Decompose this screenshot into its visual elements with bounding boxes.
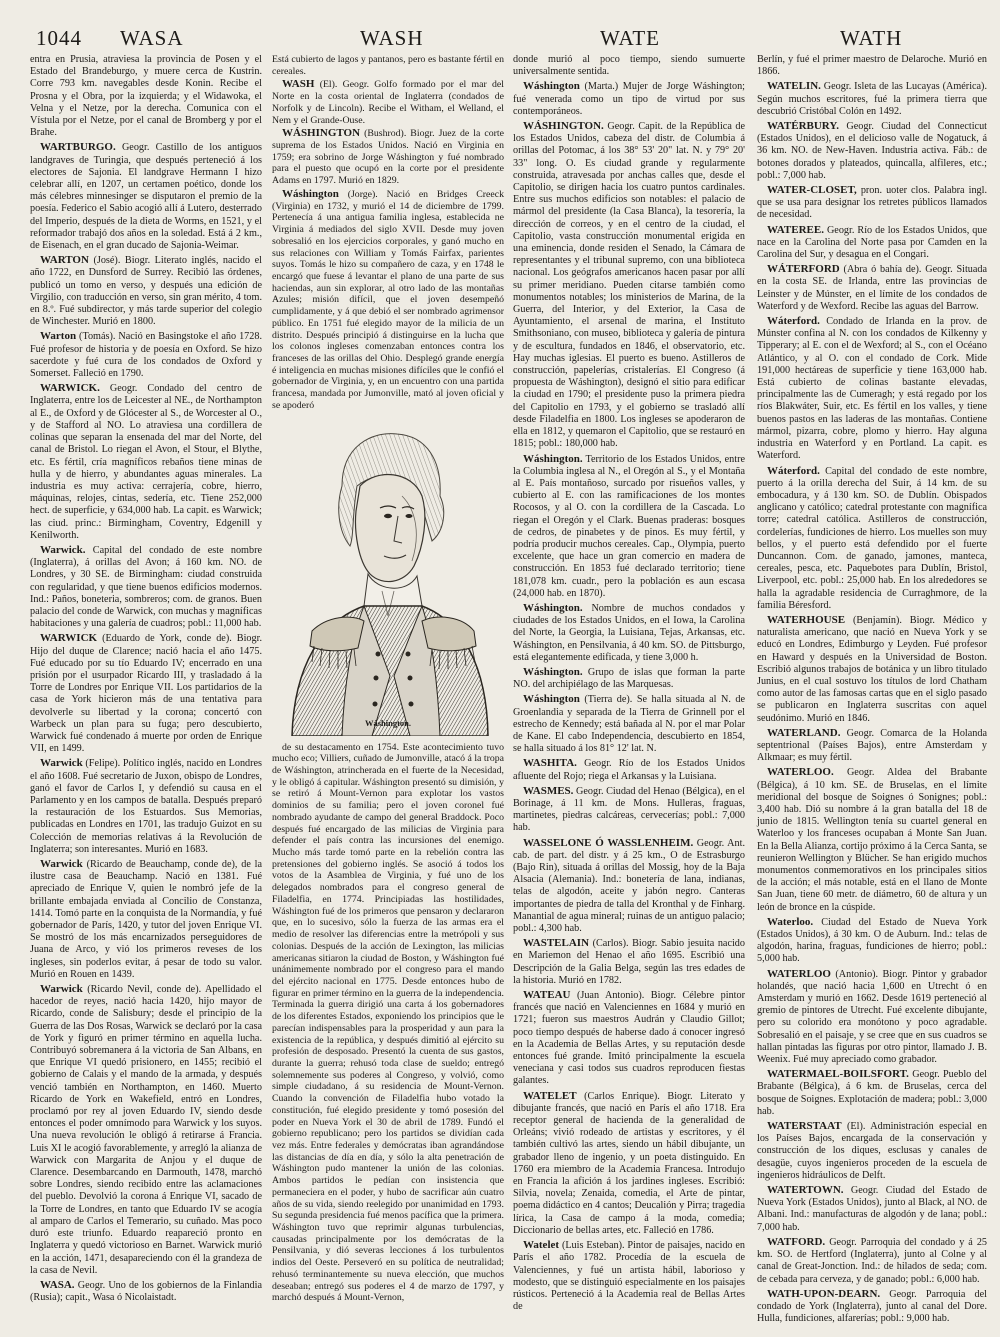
dictionary-entry [30, 330, 262, 380]
entry-text: Geogr. Río de los Estados Unidos, que nace en la Carolina del Norte pasa por Camden en la Carolina del Sur, y desagua en el Congari. [757, 224, 987, 261]
dictionary-entry [757, 727, 987, 765]
text-column-3 [513, 54, 745, 1315]
dictionary-entry [757, 263, 987, 313]
entry-text: (Tomás). Nació en Basingstoke el año 1728. Fué profesor de historia y de poesía en Oxford. Se hizo sacerdote y fué cura de los condados de Oxford y Somerset. Falleció en 1790. [30, 331, 262, 380]
entry-text: Territorio de los Estados Unidos, entre la Columbia inglesa al N., el Oregón al S., y el Montaña al E. País montañoso, surcado por risueños valles, y cubierto al E. con las ramificaciones de los montes Rocosos, y al O. con la cordillera de la Cascada. Lo riegan el Oregón y el Clark. Buenas praderas: bosques de cedros, de pinabetes y de pinos. Es muy fértil, y podría producir muchos cereales. Cap., Olympia, puerto excelente, que hace un gran comercio en madera de construcción. En 1853 fué declarado territorio; tiene 181,078 km. cuadr., pero la población es aun escasa (24,000 hab. en 1870). [513, 453, 745, 599]
dictionary-entry [513, 80, 745, 118]
entry-headword: WASH [282, 78, 315, 91]
dictionary-entry [757, 465, 987, 612]
entry-text: Ciudad del Estado de Nueva York (Estados Unidos), á 30 km. O de Auburn. Ind.: telas de algodón, harina, fraguas, fundiciones de hierro; pobl.: 5,000 hab. [757, 916, 988, 965]
entry-headword: WATERMAEL-BOILSFORT. [767, 1068, 909, 1081]
entry-headword: WATH-UPON-DEARN. [767, 1287, 881, 1300]
entry-headword: WÁTERFORD [767, 263, 840, 276]
entry-headword: Watelet [523, 1239, 560, 1252]
entry-headword: WATERLAND. [767, 726, 841, 739]
dictionary-entry [513, 693, 745, 755]
entry-text: Geogr. Ciudad del Estado de Nueva York (Estados Unidos), junto al Black, al NO. de Albani. Ind.: manufacturas de algodón y de lana; pobl.: 7,000 hab. [757, 1185, 987, 1233]
entry-text: de su destacamento en 1754. Este acontecimiento tuvo mucho eco; Villiers, cuñado de Jumonville, atacó á la tropa de Wáshington, atrincherada en el fuerte de la Necesidad, y le obligó á capitular. Wáshington presentó su dimisión, y se retiró á Mount-Vernon para explotar los vastos dominios de su familia; pero el joven coronel fué nombrado ayudante de campo del general Braddock. Poco después fué encargado de las milicias de Virginia para defender el país contra las incursiones del enemigo. Mucho más tarde tomó parte en la rebelión contra las pretensiones del gobierno inglés. Se asoció á todos los votos de la Asamblea de Virginia, y fué uno de los delegados nombrados para el congreso general de Filadelfia, en 1774. Principiadas las hostilidades, Wáshington fué de los primeros que pensaron y declararon que, en lo sucesivo, sólo la fuerza de las armas era el medio de resolver las diferencias entre la metrópoli y sus colonias. Después de la acción de Lexington, las milicias americanas sitiaron la ciudad de Boston, y Wáshington fué unánimemente nombrado por el congreso para el mando del ejército nacional en 1775. Desde entonces hubo de figurar en primer término en la guerra de la independencia. Terminada la guerra dirigió una carta á los gobernadores de los diferentes Estados, exponiendo los principios que le parecían indispensables para la prosperidad y aun para la existencia de la república, y después dimitió al ejército su profesión de desposado. Presentó la cuenta de sus gastos, durante la guerra; rehusó toda clase de sueldo; entregó solemnemente sus poderes al Congreso, y volvió, como simple ciudadano, á su residencia de Mount-Vernon. Cuando la convención de Filadelfia hubo votado la constitución, fué elegido presidente y tomó posesión del poder en Nueva York el 30 de abril de 1789. Fundó el gobierno republicano; pero los partidos se dividían cada vez más. Entre federales y demócratas iban agrandándose las distancias de día en día, y sólo la alta penetración de Wáshington pudo mantener la unión de las colonias. Ambos partidos le pedían con insistencia que permaneciera en el poder, y hubo de sacrificar aún cuatro años de su vida, siendo reelegido por unanimidad en 1793. Su segunda presidencia fué menos pacífica que la primera. Wáshington tuvo que reprimir algunas turbulencias, causadas principalmente por los demócratas de la Pensilvania, y dió severas lecciones á los turbulentos indios del Oeste. Perseveró en su política de neutralidad; rehusó terminantemente su nueva elección, que muchos deseaban; entregó sus poderes el 4 de marzo de 1797, y marchó después á Mount-Vernon, [272, 741, 504, 1304]
entry-text: (Carlos). Biogr. Sabio jesuita nacido en Mariemon del Henao el año 1695. Escribió una Descripción de la Galia Belga, según las tres edades de la historia. Murió en 1782. [513, 938, 745, 986]
entry-headword: WARTBURGO. [40, 141, 116, 154]
running-headword: WATH [840, 26, 903, 50]
entry-headword: WASTELAIN [523, 937, 590, 950]
entry-headword: WATEAU [523, 989, 571, 1002]
dictionary-entry [513, 602, 745, 664]
dictionary-entry [30, 54, 262, 139]
entry-headword: Warwick [40, 757, 83, 770]
dictionary-entry [30, 254, 262, 328]
text-column-4 [757, 54, 987, 1327]
entry-headword: WATFORD. [767, 1235, 826, 1248]
running-headword: WASA [120, 26, 184, 50]
entry-text: Geogr. Ant. cab. de part. del distr. y á 25 km., O de Estrasburgo (Bajo Rin), situada á orillas del Mossig, hoy de la Baja Alsacia (Alemania). Ind.: bonetería de lana, indianas, telas de algodón, aceite y jabón negro. Canteras importantes de piedra de talla del Kronthal y de Finharg. Manantial de agua mineral; ruinas de un antiguo palacio; pobl.: 4,300 hab. [513, 837, 745, 935]
entry-text: Grupo de islas que forman la parte NO. del archipiélago de las Marquesas. [513, 666, 745, 691]
entry-headword: WATEREE. [767, 223, 824, 236]
dictionary-entry [513, 1090, 745, 1237]
entry-text: Geogr. Uno de los gobiernos de la Finlandia (Rusia); capit., Wasa ó Nicolaistadt. [30, 1279, 262, 1304]
running-headword: WATE [600, 26, 660, 50]
entry-text: Geogr. Condado del centro de Inglaterra, entre los de Leicester al NE., de Northampton al E., de Oxford y de Glócester al S., de Worcester al O., y de Stafford al NO. Lo atraviesa una cordillera de colinas que separan la ensenada del mar del Norte, del canal de Bristol. Lo riegan el Avon, el Stour, el Blythe, etc. Es fértil, cría magníficos rebaños tiene minas de hulla y de hierro, y abundantes aguas minerales. La industria es muy activa: cerrajería, cobre, hierro, máquinas, relojes, cintas, sedería, etc. Tiene 252,000 hect. de superficie, y 634,000 hab. La capit. es Warwick; las ciud. princ.: Birmingham, Coventry, Edgenill y Kenilworth. [30, 383, 262, 541]
entry-text: Geogr. Ciudad del Henao (Bélgica), en el Borinage, á 11 km. de Mons. Hulleras, fraguas, martinetes, piedras calcáreas, cervecerías; pobl.: 7,000 hab. [513, 785, 745, 834]
entry-text: Geogr. Capit. de la República de los Estados Unidos, cabeza del distr. de Columbia á orillas del Potomac, á los 38° 53' 20" lat. N. y 79° 20' 33" long. O. Es ciudad grande y regularmente construida, atravesada por anchas calles que, desde el Capitolio, se dirigen hacia los cuatro puntos cardinales. Entre sus muchos edificios son notables: el palacio de mármol del presidente (la Casa Blanca), la tesorería, la dirección de correos, y en el centro de la ciudad, el Capitolio, vasta construcción monumental erigida en una eminencia, donde residen el Senado, la Cámara de representantes y el tribunal supremo, con una biblioteca nacional. Los geógrafos americanos hacen pasar por allí su primer meridiano. Pueden citarse también como monumentos notables; los ministerios de Marina, de la Guerra, del Interior, y del Exterior, la Casa de Ayuntamiento, el arsenal de marina, el Instituto Smithsoniano, con museo, biblioteca y galería de pintura y de escultura, fundados en 1846, el observatorio, etc. Hay muchas iglesias. El puerto es bueno. Astilleros de construcción, papelerías, cristalerías. El Congreso (á propuesta de Wáshington), designó el sitio para edificar la ciudad en 1790; el presidente puso la primera piedra del Capitolio en 1793, y el gobierno se trasladó allí desde Filadelfia en 1800. Los ingleses se apoderaron de ella en 1812, y quemaron el Capitolio, que se restauró en 1815; pobl.: 180,000 hab. [513, 121, 745, 450]
entry-headword: Waterloo. [767, 915, 814, 928]
entry-headword: WATERLOO. [767, 766, 834, 779]
entry-headword: Wáterford. [767, 464, 820, 477]
entry-text: (Bushrod). Biogr. Juez de la corte suprema de los Estados Unidos. Nació en Virginia en 1759; era sobrino de Jorge Wáshington y fué nombrado para el puesto que ocupó en la corte por el presidente Adams en 1797. Murió en 1829. [272, 128, 505, 187]
dictionary-entry [513, 785, 745, 835]
entry-text: (Jorge). Nació en Bridges Creeck (Virginia) en 1732, y murió el 14 de diciembre de 1799. Pertenecía á una antigua familia inglesa, establecida ne Virginia á mediados del siglo XVII. Desde muy joven sobresalió en los ejercicios corporales, y ganó mucho en sus relaciones con William y Tomás Fairfax, parientes suyos. Tomás le hizo su compañero de caza, y en 1748 le encargó que fuese á levantar el plano de una parte de sus haciendas, aun sin explorar, al otro lado de las montañas Azules; misión difícil, que el joven desempeñó cumplidamente, y á que debió el ser nombrado agrimensor público. En 1751 fué elegido mayor de la milicia de un distrito. Después principió á distinguirse en la lucha que los colonos ingleses comenzaban entonces contra los franceses de las orillas del Ohio. Desplegó grande energía é inteligencia en muchas misiones difíciles que le confió el gobernador de Virginia, y, en un encuentro con una partida francesa, mandada por Jumonville, mató al joven oficial y se apoderó [272, 188, 505, 411]
entry-text: Está cubierto de lagos y pantanos, pero es bastante fértil en cereales. [272, 54, 504, 77]
entry-headword: Warwick. [40, 543, 86, 556]
entry-headword: WÁSHINGTON [282, 127, 361, 140]
entry-text: Capital del condado de este nombre, puerto á la orilla derecha del Suir, á 14 km. de su embocadura, y á 130 km. SO. de Dublín. Obispados anglicano y católico; catedral protestante con magnífica torre; catedral católica. Astilleros de construcción, cordelerías, fundiciones de hierro. Los muelles son muy bellos, y el puerto está defendido por el fuerte Duncannon. Com. de ganado, jamones, manteca, cereales, pesca, etc. Paquebotes para Dublín, Bristol, Liverpool, etc. pobl.: 25,000 hab. En los alrededores se halla la agradable residencia de Curraghmore, de la familia Béresford. [757, 465, 987, 611]
dictionary-entry [30, 382, 262, 542]
entry-text: (Benjamín). Biogr. Médico y naturalista americano, que nació en Nueva York y se educó en Londres, Edimburgo y Leyden. Fué profesor en Haward y después en la Universidad de Boston. Escribió algunos trabajos de botánica y un libro titulado Junius, en el cual sostuvo los títulos de lord Chatham como autor de las famosas cartas que en el siglo pasado se publicaron en Inglaterra suscritas con aquel seudónimo. Murió en 1846. [757, 614, 987, 724]
dictionary-entry [757, 1120, 987, 1182]
entry-headword: WATERSTAAT [767, 1120, 842, 1133]
entry-text: (El). Administración especial en los Países Bajos, encargada de la conservación y construcción de los diques, esclusas y canales de desagüe, cuyos ingenieros proceden de la escuela de ingenieros hidráulicos de Delft. [757, 1121, 988, 1181]
dictionary-entry [513, 666, 745, 691]
dictionary-entry [513, 120, 745, 450]
running-headword: WASH [360, 26, 424, 50]
portrait-caption: Wáshington. [364, 717, 412, 728]
entry-text: (José). Biogr. Literato inglés, nacido el año 1722, en Dunsford de Surrey. Recibió las órdenes, publicó un tomo en verso, y después una edición de Virgilio, con traducción en verso, sin gran mérito, 4 tom. en 8.º. Fué subdirector, y más tarde superior del colegio de Winchester. Murió en 1800. [30, 255, 262, 328]
entry-text: Condado de Irlanda en la prov. de Múnster confina al N. con los condados de Kilkenny y Tipperary; al E. con el de Wexford; al S., con el Océano Atlántico, y al O. con el condado de Cork. Mide 191,000 hectáreas de superficie y tiene 163,000 hab. Está cubierto de colinas bastante elevadas, principalmente las de Cumeragh; y está regado por los ríos Blakwáter, Suir, etc. Es fértil en los valles, y tiene buenos pastos en las laderas de las montañas. Contiene mármol, pizarra, cobre, plomo y hierro. Hay alguna industria en Waterford y en Portland. La capit. es Waterford. [757, 316, 988, 462]
entry-text: Geogr. Río de los Estados Unidos afluente del Rojo; riega el Arkansas y la Luisiana. [513, 758, 745, 782]
entry-headword: Warwick [40, 983, 83, 996]
entry-text: (El). Geogr. Golfo formado por el mar del Norte en la costa oriental de Inglaterra (condados de Norfolk y de Lincoln). Recibe el Witham, el Welland, el Nem y el Grande-Ouse. [272, 79, 505, 126]
entry-text: Berlín, y fué el primer maestro de Delaroche. Murió en 1866. [757, 54, 987, 78]
dictionary-entry [757, 184, 987, 222]
entry-text: (Eduardo de York, conde de). Biogr. Hijo del duque de Clarence; nació hacia el año 1475. Fué educado por su tío Eduardo IV; encerrado en una prisión por el usurpador Ricardo III, y trasladado á la Torre de Londres por Enrique VII. Los partidarios de la casa de York hicieron más de una tentativa para devolverle su libertad y la corona; concertó con Warbeck un plan para su fuga; pero descubierto, Warwick fué condenado á muerte por orden de Enrique VII, en 1499. [30, 633, 262, 755]
entry-text: (Juan Antonio). Biogr. Célebre pintor francés que nació en Valenciennes en 1684 y murió en 1721; fueron sus maestros Audrán y Claudio Gillot; poco tiempo después de haberse dado á conocer ingresó en la Academia de Bellas Artes, y su reputación desde entonces fué grande. Imitó principalmente la escuela veneciana y casi todos sus cuadros reproducen fiestas galantes. [513, 990, 745, 1087]
dictionary-entry [513, 837, 745, 936]
entry-text: Geogr. Parroquia del condado y á 25 km. SO. de Hertford (Inglaterra), junto al Colne y al canal de Great-Jonction. Ind.: de hilados de seda; com. de cebada para cerveza, y de ganado; pobl.: 6,000 hab. [757, 1236, 988, 1285]
dictionary-entry [272, 742, 504, 1305]
dictionary-entry [30, 757, 262, 856]
entry-headword: Wáshington. [523, 601, 583, 614]
entry-text: donde murió al poco tiempo, siendo sumuerte universalmente sentida. [513, 54, 745, 78]
text-column-2 [272, 54, 504, 1306]
entry-headword: WATELET [523, 1089, 577, 1102]
entry-text: (Tierra de). Se halla situada al N. de Groenlandia y separada de la Tierra de Grinnell por el estrecho de Kennedy; está bañada al N. por el mar Polar de Kane. El cabo Independencia, descubierto en 1854, se halla situado á los 81° 12' lat. N. [513, 694, 746, 755]
dictionary-entry [513, 54, 745, 78]
dictionary-entry [757, 916, 987, 966]
washington-portrait-engraving [272, 416, 504, 736]
entry-text: Geogr. Aldea del Brabante (Bélgica), á 10 km. SE. de Bruselas, en el límite meridional del bosque de Soignes ó Sonignes; pobl.: 3,400 hab. Dió su nombre á la gran batalla del 18 de junio de 1815. Wellington tenía su cuartel general en Waterloo y los franceses ocupaban á Monte San Juan. En la Bella Alianza, cortijo próximo á la Cerca Santa, se reunieron Wellington y Blücher. Se han erigido muchos monumentos conmemorativos en los principales sitios de la acción; el más notable, está en el llano de Monte San Juan, tiene 60 metr. de diámetro, 60 de altura y un león de bronce en la cúspide. [757, 767, 988, 913]
dictionary-entry [513, 453, 745, 600]
entry-headword: Warton [40, 330, 77, 343]
dictionary-entry [757, 224, 987, 262]
dictionary-entry [30, 141, 262, 252]
entry-text: (Carlos Enrique). Biogr. Literato y dibujante francés, que nació en París el año 1718. Era receptor general de hacienda de la generalidad de Orleáns; vivió rodeado de artistas y escritores, y él también cultivó las artes, siendo un hábil dibujante, un grabador lleno de ingenio, y un poeta distinguido. En 1760 era miembro de la Academia Francesa. Introdujo en Francia la afición á los jardines ingleses. Escribió: Silvia, novela; Zenaida, comedia, el Arte de pintar, poema didáctico en 4 cantos; Deucalión y Pirra; tragedia lírica, la Casa de campo á la moda, comedia; Diccionario de bellas artes, etc. Falleció en 1786. [513, 1090, 745, 1236]
entry-headword: WATERTOWN. [767, 1184, 844, 1197]
entry-text: pron. uoter clos. Palabra ingl. que se usa para designar los retretes públicos llamados de necesidad. [757, 185, 988, 221]
entry-text: (Luis Esteban). Pintor de paisajes, nacido en París el año 1782. Procedía de la escuela de Valenciennes, y fué un artista hábil, laborioso y modesto, que se distinguió especialmente en los paisajes rústicos. Perteneció á la Academia real de Bellas Artes de [513, 1240, 746, 1313]
text-column-1 [30, 54, 262, 1306]
entry-headword: Wáterford. [767, 315, 820, 328]
page-header [0, 0, 1000, 54]
dictionary-entry [757, 120, 987, 182]
dictionary-entry [757, 1068, 987, 1118]
dictionary-entry [513, 937, 745, 987]
entry-headword: WASA. [40, 1278, 75, 1291]
entry-headword: WATELIN. [767, 80, 821, 93]
entry-headword: Wáshington. [523, 452, 583, 465]
dictionary-entry [513, 757, 745, 782]
entry-headword: WÁSHINGTON. [523, 120, 604, 133]
dictionary-entry [30, 983, 262, 1277]
dictionary-entry [757, 80, 987, 118]
dictionary-entry [272, 189, 504, 412]
dictionary-entry [272, 79, 504, 126]
dictionary-entry [757, 766, 987, 913]
entry-text: Geogr. Castillo de los antiguos landgraves de Turingia, que después perteneció á los electores de Sajonia. El landgrave Hermann I hizo celebrar allí, en 1207, un certamen poético, donde los más célebres minnesinger se disputaron el premio de la poesía. Federico el Sabio acogió allí á Lutero, desterrado del Imperio, después de la dieta de Worms, en 1521, y el reformador trabajó dos años en la soledad. Está á 2 km., de Eisenach, en el gran ducado de Sajonia-Weimar. [30, 142, 263, 252]
entry-text: Geogr. Isleta de las Lucayas (América). Según muchos escritores, fué la primera tierra que descubrió Cristóbal Colón en 1492. [757, 81, 988, 117]
entry-text: (Felipe). Político inglés, nacido en Londres el año 1608. Fué secretario de Juxon, obispo de Londres, ganó el favor de Carlos I, y defendió su causa en el Parlamento y en los campos de batalla. Después preparó la restauración de los Estuardos. Sus Memorias, publicadas en Londres en 1701, las tradujo Guizot en su Colección de memorias relativas á la Revolución de Inglaterra; son interesantes. Murió en 1683. [30, 758, 263, 855]
dictionary-entry [272, 54, 504, 77]
entry-text: (Marta.) Mujer de Jorge Wáshington; fué venerada como un tipo de virtud por sus contemporáneos. [513, 81, 745, 117]
dictionary-entry [757, 315, 987, 462]
entry-headword: Wáshington [282, 187, 339, 200]
dictionary-entry [30, 632, 262, 755]
entry-headword: Wáshington. [523, 665, 583, 678]
entry-text: entra en Prusia, atraviesa la provincia de Posen y el Estado del Brandeburgo, y muere cerca de Kustrin. Corre 793 km. navegables desde Konin. Recibe el Prosna y el Obra, por la izquierda; y el Widawoka, el Velna y el Netze, por la derecha. Comunica con el Vístula por el Netze, por el canal de Bromberg y por el Brahe. [30, 54, 262, 139]
dictionary-entry [757, 968, 987, 1067]
dictionary-entry [757, 1288, 987, 1326]
portrait-illustration [272, 416, 504, 736]
entry-text: (Abra ó bahía de). Geogr. Situada en la costa SE. de Irlanda, entre las provincias de Leinster y de Múnster, en el límite de los condados de Waterford y de Wexford. Recibe las aguas del Barrow. [757, 264, 988, 312]
dictionary-entry [30, 544, 262, 630]
entry-headword: WASSELONE Ó WASSLENHEIM. [523, 836, 694, 849]
entry-headword: WASMES. [523, 784, 574, 797]
entry-headword: WATÉRBURY. [767, 120, 840, 133]
entry-text: Capital del condado de este nombre (Inglaterra), á orillas del Avon; á 160 km. NO. de Londres, y 30 SE. de Birmingham: ciudad construida con regularidad, y que tiene buenos edificios modernos. Ind.: Paños, boneteria, sombreros; com. de granos. Buen palacio del conde de Warwick, con muchas y magníficas habitaciones y una galería de cuadros; pobl.: 11,000 hab. [30, 544, 262, 630]
entry-headword: WARWICK. [40, 382, 100, 395]
entry-text: Geogr. Parroquia del condado de York (Inglaterra), junto al canal del Dore. Hulla, fundiciones, alfarerías; pobl.: 9,000 hab. [757, 1288, 988, 1325]
entry-headword: WATERHOUSE [767, 613, 846, 626]
entry-headword: WARWICK [40, 632, 98, 645]
entry-text: (Ricardo de Beauchamp, conde de), de la ilustre casa de Beauchamp. Nació en 1381. Fué apreciado de Enrique V, quien le nombró jefe de la brillante embajada enviada al Concilio de Constanza, 1414. Tomó parte en la conquista de la Normandía, y fué gobernador de París, 1420, y tutor del joven Enrique VI. Se mostró de los más encarnizados perseguidores de Juana de Arco, y vió los primeros reveses de los ingleses, sin poderlos evitar, á pesar de todo su valor. Murió en Rouen en 1439. [30, 859, 262, 980]
entry-headword: WATERLOO [767, 967, 831, 980]
page-number: 1044 [36, 26, 82, 50]
dictionary-entry [513, 1239, 745, 1313]
entry-headword: WARTON [40, 254, 89, 267]
dictionary-entry [513, 989, 745, 1088]
entry-headword: WASHITA. [523, 757, 577, 770]
dictionary-entry [30, 858, 262, 981]
entry-text: Nombre de muchos condados y ciudades de los Estados Unidos, en el Iowa, la Carolina del Norte, la Georgia, la Luisiana, Tejas, Arkansas, etc. Wáshington, en Pensilvania, á 40 km. SO. de Pittsburgo, está elegantemente edificada, y tiene 3,000 h. [513, 602, 745, 663]
entry-text: Geogr. Comarca de la Holanda septentrional (Países Bajos), entre Amsterdam y Alkmaar; es muy fértil. [757, 727, 987, 764]
entry-headword: WATER-CLOSET, [767, 184, 857, 197]
dictionary-entry [757, 54, 987, 78]
dictionary-entry [30, 1279, 262, 1304]
entry-headword: Wáshington [523, 80, 580, 93]
dictionary-entry [757, 614, 987, 725]
entry-headword: Wáshington [523, 693, 580, 706]
entry-text: (Ricardo Nevil, conde de). Apellidado el hacedor de reyes, nació hacia 1420, hijo mayor de Ricardo, conde de Salisbury; desde el principio de la Guerra de las Dos Rosas, Warwick se declaró por la casa de York y figuró en primer término en aquella lucha. Contribuyó sobremanera á la victoria de San Albans, en que Enrique VI quedó prisionero, en 1455; recibió el gobierno de Calais y el mando de la armada, y después venció también en Northampton, en 1460. Muerto Ricardo de York en Wakefield, entró en Londres, proclamó por rey al joven Eduardo IV, siendo desde entonces el poder omnímodo para Warwick y los suyos. Una nueva revolución le obligó á retirarse á Francia. Luis XI le acogió favorablemente, y arregló la alianza de Warwick con Margarita de Anjou y el duque de Clarence. Desembarcando en Darmouth, 1478, marchó sobre Londres, siendo recibido entre las aclamaciones del pueblo. Devolvió la corona á Enrique VI, sacado de la Torre de Londres, en tanto que Eduardo IV se acogía al amparo de Carlos el Temerario, su cuñado. Mas poco duró este triunfo. Eduardo reapareció pronto en Inglaterra y quedó victorioso en Barnet. Warwick murió en la acción, 1471, desapareciendo con él la grandeza de la casa de Nevil. [30, 984, 263, 1276]
dictionary-entry [757, 1236, 987, 1286]
dictionary-entry [272, 128, 504, 187]
entry-headword: Warwick [40, 858, 83, 870]
dictionary-entry [757, 1184, 987, 1234]
entry-text: Geogr. Pueblo del Brabante (Bélgica), á 6 km. de Bruselas, cerca del bosque de Soignes. Explotación de madera; pobl.: 3,000 hab. [757, 1069, 987, 1117]
entry-text: Geogr. Ciudad del Connecticut (Estados Unidos), en el delicioso valle de Nogatuck, á 36 km. NO. de New-Haven. Industria activa. Fáb.: de botones dorados y plateados, quincalla, alfileres, etc.; pobl.: 7,000 hab. [757, 121, 988, 181]
entry-text: (Antonio). Biogr. Pintor y grabador holandés, que nació hacia 1,600 en Utrecht ó en Amsterdam y murió en 1662. Desde 1619 perteneció al gremio de pintores de Utrecht. Fué excelente dibujante, pero su colorido era monótono y poco agradable. Sobresalió en el paisaje, y se cree que en sus cuadros se hallan pintadas las figuras por otro pintor, llamado J. B. Weenix. Fué muy apreciado como grabador. [757, 968, 988, 1066]
